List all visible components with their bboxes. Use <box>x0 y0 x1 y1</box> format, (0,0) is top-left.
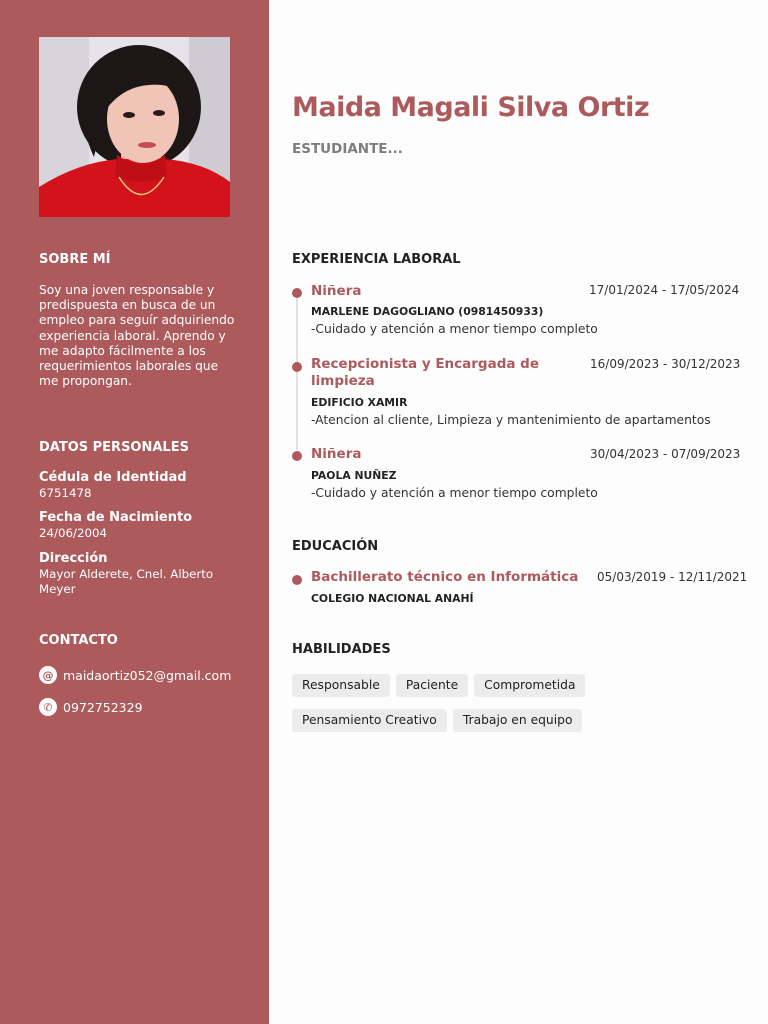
job-title: Niñera <box>311 283 362 299</box>
timeline-dot <box>292 451 302 461</box>
job-org: EDIFICIO XAMIR <box>311 396 408 409</box>
personal-label: Dirección <box>39 551 108 566</box>
job-dates: 16/09/2023 - 30/12/2023 <box>590 357 741 371</box>
timeline-dot <box>292 288 302 298</box>
profile-photo <box>39 37 230 217</box>
personal-heading: DATOS PERSONALES <box>39 440 189 455</box>
personal-label: Fecha de Nacimiento <box>39 510 193 525</box>
phone-value: 0972752329 <box>63 699 143 715</box>
education-heading: EDUCACIÓN <box>292 539 379 554</box>
contact-heading: CONTACTO <box>39 633 118 648</box>
contact-email[interactable] <box>39 666 231 684</box>
skills-heading: HABILIDADES <box>292 642 391 657</box>
personal-id <box>39 470 249 501</box>
job-title: Recepcionista y Encargada de limpieza <box>311 356 539 389</box>
job-desc: -Cuidado y atención a menor tiempo completo <box>311 486 598 500</box>
timeline-dot <box>292 362 302 372</box>
email-icon: @ <box>39 666 57 684</box>
timeline-line <box>296 295 298 450</box>
personal-value: 24/06/2004 <box>39 526 107 540</box>
education-org: COLEGIO NACIONAL ANAHÍ <box>311 592 474 605</box>
job-title: Niñera <box>311 446 362 462</box>
timeline-dot <box>292 575 302 585</box>
sidebar <box>0 0 269 1024</box>
personal-address <box>39 551 239 597</box>
personal-value: Mayor Alderete, Cnel. Alberto Meyer <box>39 567 214 596</box>
personal-birthdate <box>39 510 249 541</box>
skill-chip: Trabajo en equipo <box>453 709 583 732</box>
role-title: ESTUDIANTE... <box>292 141 403 157</box>
skill-chip: Responsable <box>292 674 390 697</box>
phone-icon: ✆ <box>39 698 57 716</box>
about-heading: SOBRE MÍ <box>39 252 111 267</box>
education-dates: 05/03/2019 - 12/11/2021 <box>597 570 748 584</box>
skills-list <box>292 674 752 732</box>
email-value: maidaortiz052@gmail.com <box>63 667 232 683</box>
skill-chip: Paciente <box>396 674 468 697</box>
personal-label: Cédula de Identidad <box>39 470 187 485</box>
contact-phone[interactable] <box>39 698 143 716</box>
job-dates: 17/01/2024 - 17/05/2024 <box>589 283 740 297</box>
skill-chip: Pensamiento Creativo <box>292 709 447 732</box>
job-desc: -Atencion al cliente, Limpieza y mantenimiento de apartamentos <box>311 413 711 427</box>
skill-chip: Comprometida <box>474 674 585 697</box>
experience-heading: EXPERIENCIA LABORAL <box>292 252 461 267</box>
about-text: Soy una joven responsable y predispuesta en busca de un empleo para seguír adquiriendo experiencia laboral. Aprendo y me adapto fácilmente a los requerimientos laborales que me propongan. <box>39 283 235 389</box>
education-title: Bachillerato técnico en Informática <box>311 569 579 585</box>
personal-value: 6751478 <box>39 486 92 500</box>
job-org: MARLENE DAGOGLIANO (0981450933) <box>311 305 544 318</box>
job-org: PAOLA NUÑEZ <box>311 469 397 482</box>
person-name: Maida Magali Silva Ortiz <box>292 92 650 123</box>
job-desc: -Cuidado y atención a menor tiempo completo <box>311 322 598 336</box>
job-dates: 30/04/2023 - 07/09/2023 <box>590 447 741 461</box>
